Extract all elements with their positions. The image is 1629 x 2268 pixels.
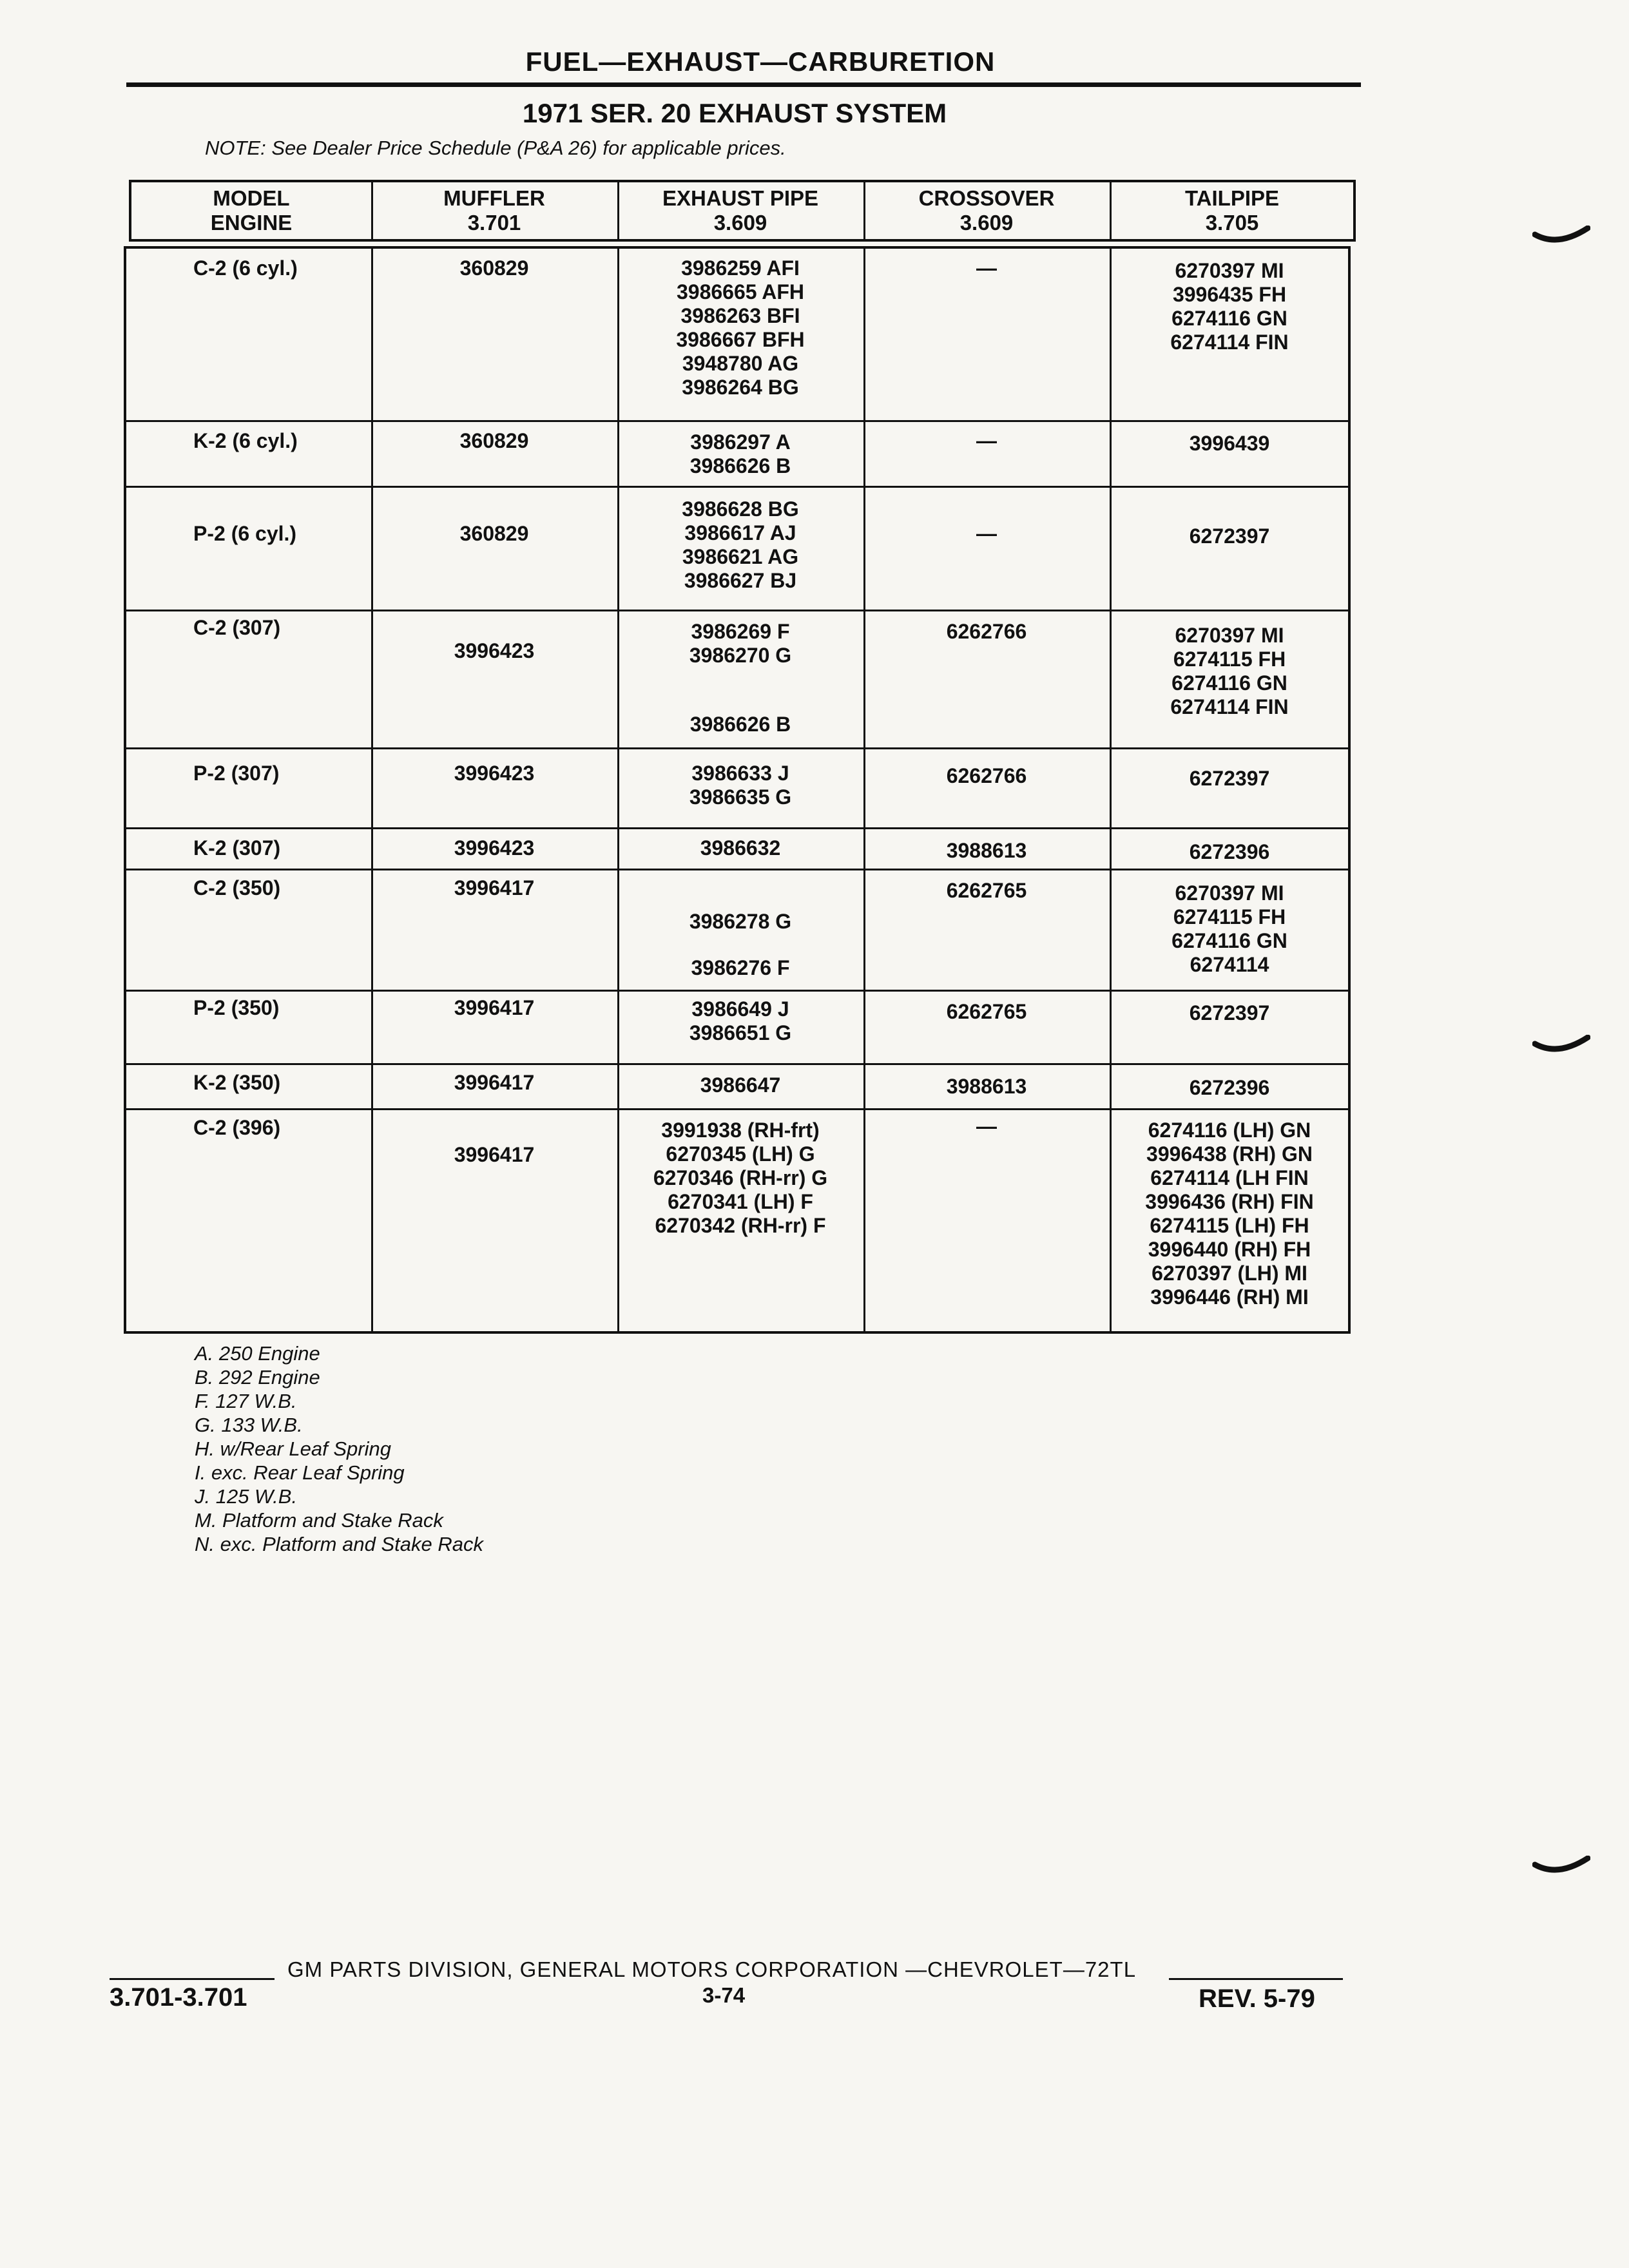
- cell-crossover: 6262766: [946, 764, 1027, 787]
- binder-mark-icon: [1532, 1856, 1590, 1881]
- cell-model: K-2 (6 cyl.): [193, 429, 298, 452]
- binder-mark-icon: [1532, 226, 1590, 251]
- cell-muffler: 3996423: [454, 836, 535, 860]
- footnote: F. 127 W.B.: [195, 1390, 297, 1412]
- col-header-crossover: CROSSOVER 3.609: [918, 186, 1055, 235]
- footer-rule-right: [1169, 1978, 1343, 1980]
- footnote: G. 133 W.B.: [195, 1414, 303, 1436]
- footer-org: GM PARTS DIVISION, GENERAL MOTORS CORPORATION —CHEVROLET—72TL: [287, 1957, 1137, 1981]
- footnote: J. 125 W.B.: [195, 1485, 298, 1508]
- cell-exhaust-pipe: 3986297 A 3986626 B: [689, 430, 791, 477]
- col-header-muffler: MUFFLER 3.701: [443, 186, 545, 235]
- cell-tailpipe: 6272396: [1189, 840, 1270, 863]
- cell-crossover: —: [976, 1115, 997, 1138]
- col-header-model: MODEL ENGINE: [210, 186, 293, 235]
- col-header-tailpipe: TAILPIPE 3.705: [1184, 186, 1280, 235]
- cell-tailpipe: 6272397: [1189, 524, 1270, 548]
- cell-exhaust-pipe: 3986649 J 3986651 G: [689, 997, 792, 1044]
- cell-exhaust-pipe-extra: 3986626 B: [689, 713, 791, 736]
- cell-muffler: 360829: [459, 429, 529, 452]
- cell-muffler: 360829: [459, 522, 529, 545]
- cell-model: C-2 (6 cyl.): [193, 256, 298, 280]
- footnote: M. Platform and Stake Rack: [195, 1509, 443, 1532]
- cell-muffler: 3996417: [454, 1143, 535, 1166]
- cell-exhaust-pipe: 3991938 (RH-frt) 6270345 (LH) G 6270346 (RH-rr) G 6270341 (LH) F 6270342 (RH-rr) F: [653, 1119, 828, 1237]
- cell-model: P-2 (6 cyl.): [193, 522, 297, 545]
- cell-crossover: —: [976, 256, 997, 280]
- cell-muffler: 3996417: [454, 996, 535, 1019]
- cell-crossover: 6262765: [946, 1000, 1027, 1023]
- section-rule: [126, 82, 1361, 87]
- cell-tailpipe: 6272397: [1189, 1001, 1270, 1024]
- cell-crossover: 3988613: [946, 1075, 1027, 1098]
- page-title: 1971 SER. 20 EXHAUST SYSTEM: [522, 98, 947, 128]
- cell-tailpipe: 3996439: [1189, 432, 1270, 455]
- cell-model: K-2 (307): [193, 836, 281, 860]
- cell-exhaust-pipe: 3986259 AFI 3986665 AFH 3986263 BFI 3986667 BFH 3948780 AG 3986264 BG: [676, 256, 805, 399]
- section-title: FUEL—EXHAUST—CARBURETION: [525, 46, 996, 77]
- cell-tailpipe: 6270397 MI 6274115 FH 6274116 GN 6274114: [1171, 881, 1287, 976]
- col-header-exhaust: EXHAUST PIPE 3.609: [662, 186, 819, 235]
- cell-muffler: 360829: [459, 256, 529, 280]
- cell-model: K-2 (350): [193, 1071, 281, 1094]
- footnote: H. w/Rear Leaf Spring: [195, 1437, 391, 1460]
- cell-model: C-2 (350): [193, 876, 281, 899]
- cell-tailpipe: 6270397 MI 3996435 FH 6274116 GN 6274114 FIN: [1170, 259, 1289, 354]
- cell-muffler: 3996423: [454, 639, 535, 662]
- cell-exhaust-pipe: 3986269 F 3986270 G: [689, 620, 792, 667]
- cell-tailpipe: 6272396: [1189, 1076, 1270, 1099]
- footnote: B. 292 Engine: [195, 1366, 320, 1389]
- binder-mark-icon: [1532, 1035, 1590, 1061]
- cell-crossover: 6262766: [946, 620, 1027, 643]
- cell-crossover: 3988613: [946, 839, 1027, 862]
- cell-model: P-2 (307): [193, 762, 280, 785]
- footnotes: [195, 1341, 483, 1556]
- cell-muffler: 3996417: [454, 1071, 535, 1094]
- cell-model: C-2 (396): [193, 1116, 281, 1139]
- footnote: I. exc. Rear Leaf Spring: [195, 1461, 405, 1484]
- cell-tailpipe: 6274116 (LH) GN 3996438 (RH) GN 6274114 (LH FIN 3996436 (RH) FIN 6274115 (LH) FH 3996440 (RH) FH 6270397 (LH) MI 3996446 (RH) MI: [1145, 1119, 1314, 1309]
- footer-section-code: 3.701-3.701: [110, 1983, 247, 2012]
- cell-crossover: 6262765: [946, 879, 1027, 902]
- cell-model: P-2 (350): [193, 996, 280, 1019]
- cell-exhaust-pipe: 3986633 J 3986635 G: [689, 762, 792, 809]
- table-header: [129, 180, 1356, 242]
- cell-exhaust-pipe-extra: 3986276 F: [691, 956, 790, 979]
- cell-exhaust-pipe: 3986278 G: [689, 910, 792, 933]
- cell-muffler: 3996423: [454, 762, 535, 785]
- cell-muffler: 3996417: [454, 876, 535, 899]
- price-note: NOTE: See Dealer Price Schedule (P&A 26) for applicable prices.: [205, 137, 786, 159]
- cell-tailpipe: 6272397: [1189, 767, 1270, 790]
- cell-exhaust-pipe: 3986632: [700, 836, 781, 860]
- footer-page-number: 3-74: [702, 1983, 746, 2007]
- cell-exhaust-pipe: 3986647: [700, 1073, 781, 1097]
- footnote: N. exc. Platform and Stake Rack: [195, 1533, 483, 1555]
- table-body: [124, 246, 1351, 1334]
- cell-tailpipe: 6270397 MI 6274115 FH 6274116 GN 6274114 FIN: [1170, 624, 1289, 718]
- cell-exhaust-pipe: 3986628 BG 3986617 AJ 3986621 AG 3986627 BJ: [682, 497, 799, 592]
- cell-crossover: —: [976, 522, 997, 545]
- cell-model: C-2 (307): [193, 616, 281, 639]
- footnote: A. 250 Engine: [195, 1342, 320, 1365]
- footer-rule-left: [110, 1978, 275, 1980]
- cell-crossover: —: [976, 429, 997, 452]
- footer-revision: REV. 5-79: [1199, 1984, 1315, 2013]
